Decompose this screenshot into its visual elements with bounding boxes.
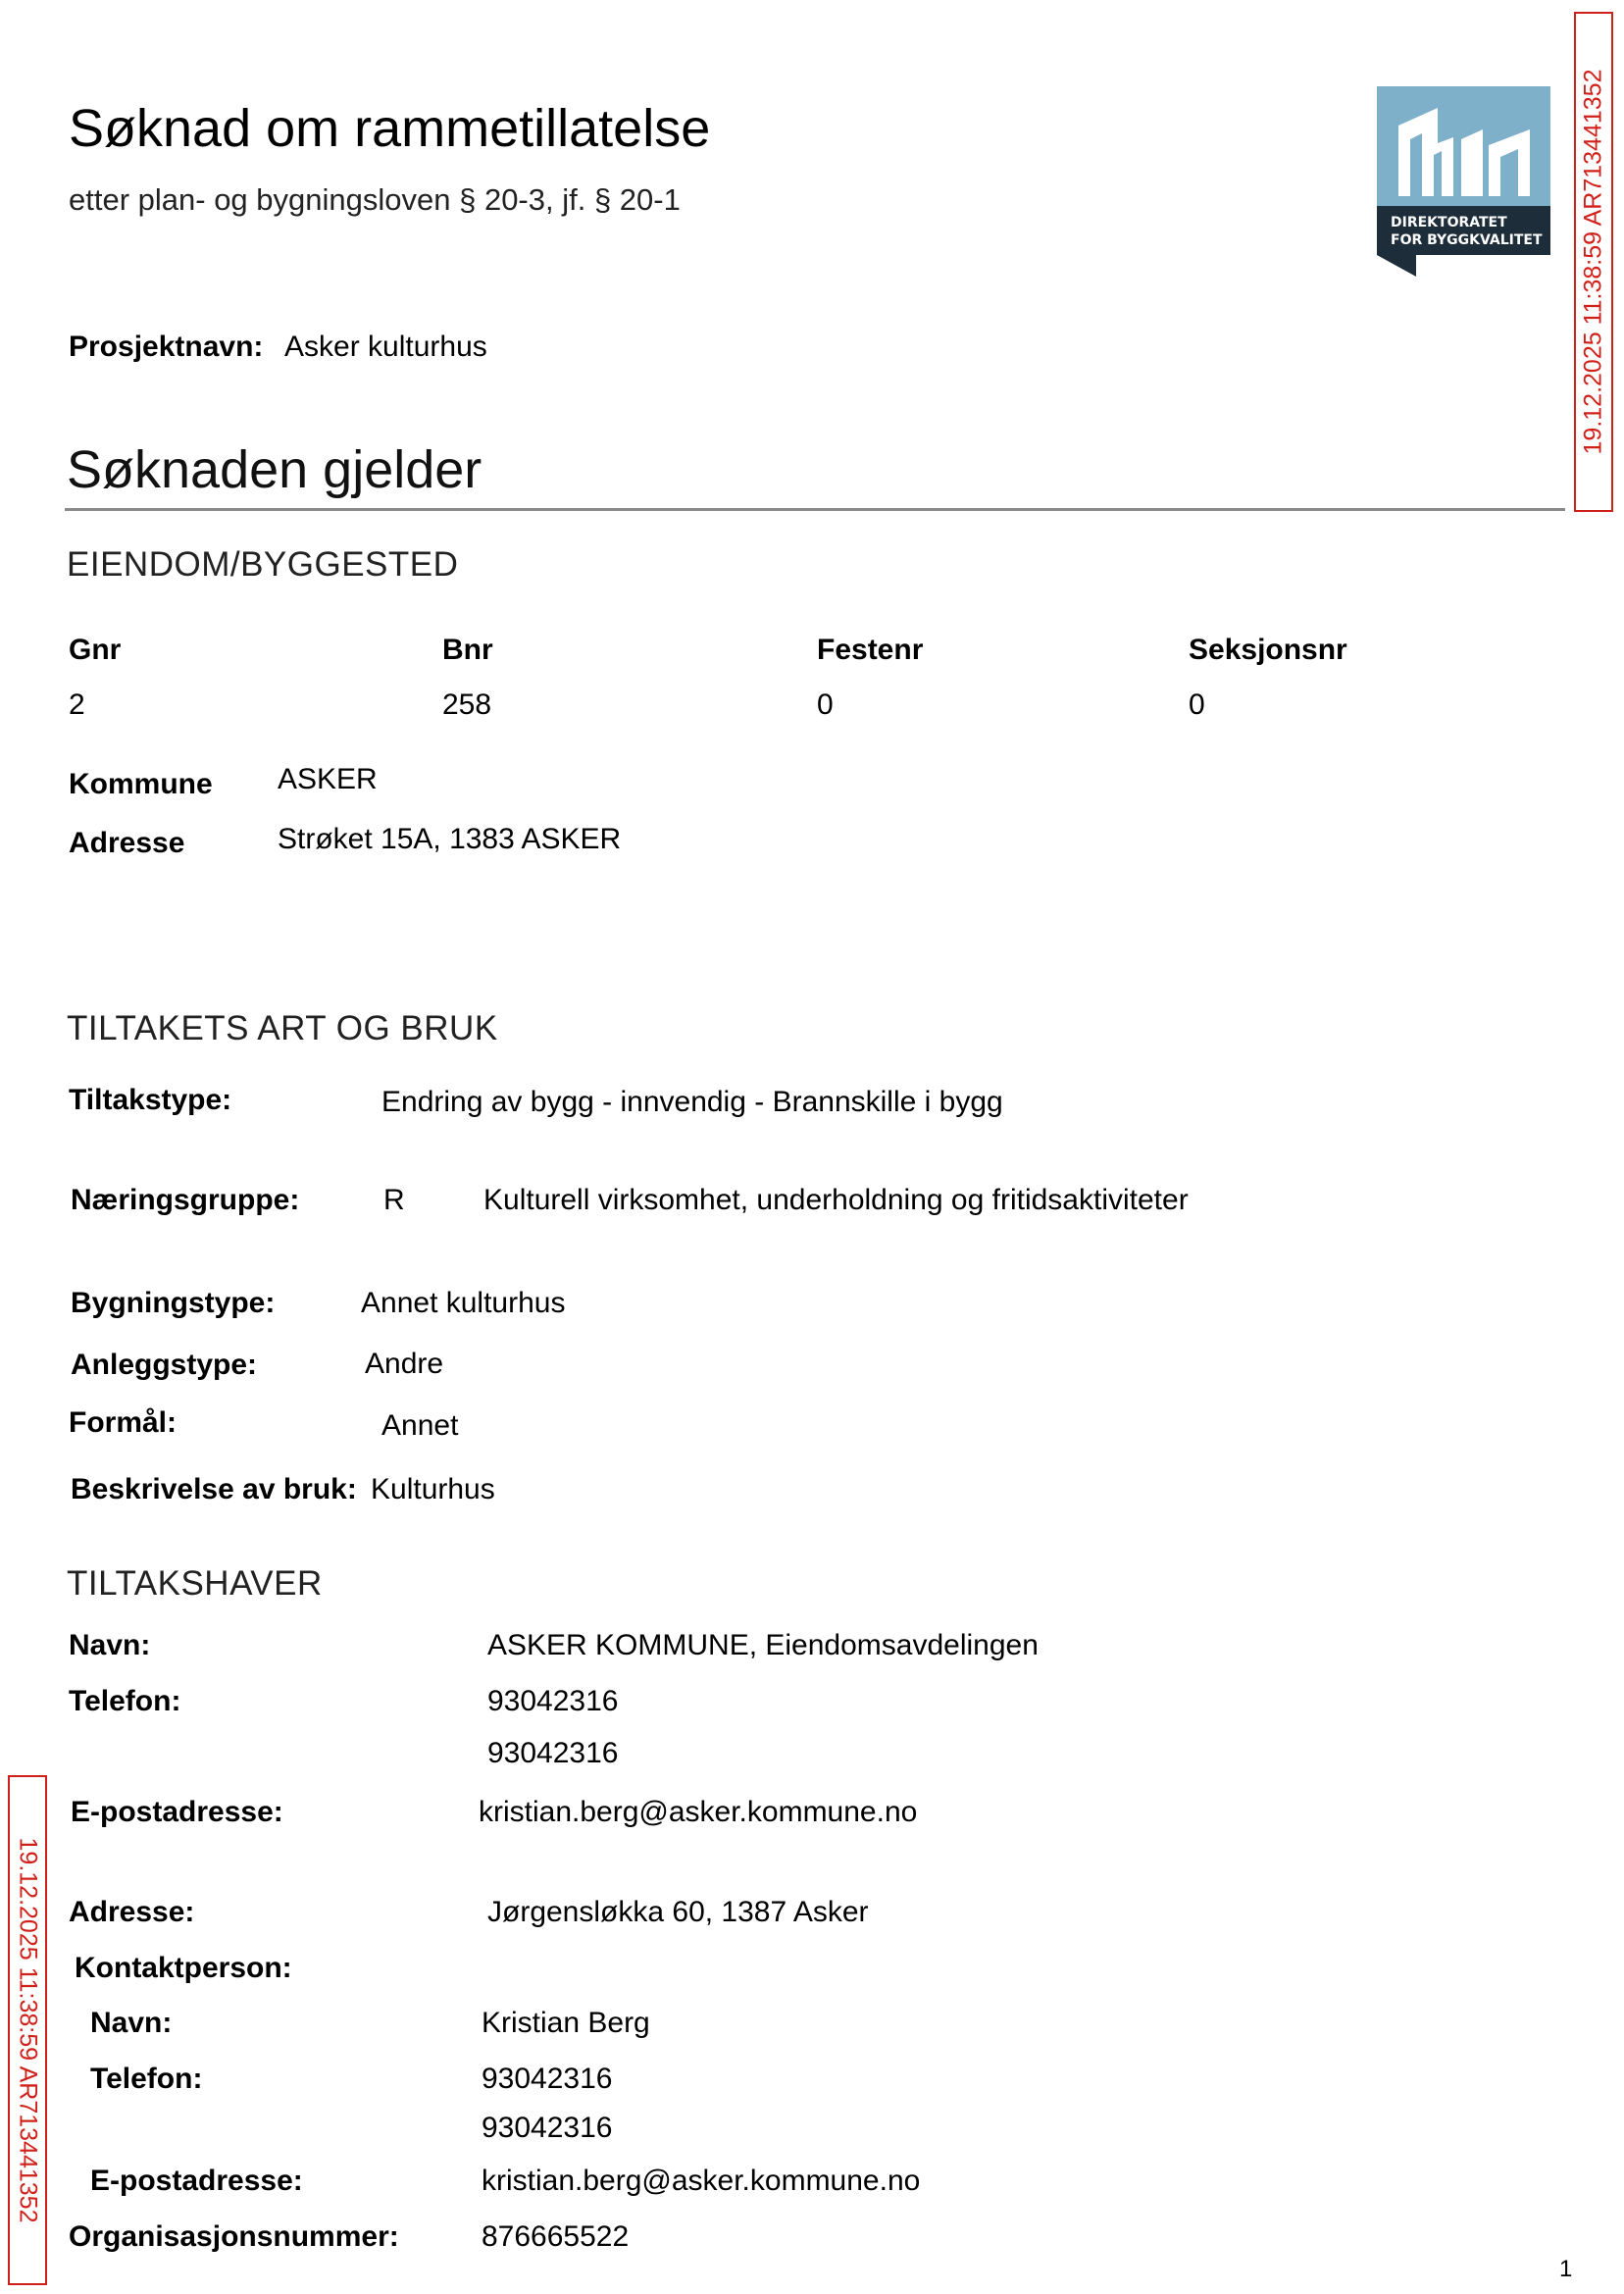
tiltakshaver-navn-value: ASKER KOMMUNE, Eiendomsavdelingen — [487, 1629, 1039, 1661]
stamp-text: 19.12.2025 11:38:59 AR713441352 — [1579, 69, 1607, 455]
kontakt-telefon-2: 93042316 — [482, 2112, 613, 2144]
tiltakshaver-adresse-value: Jørgensløkka 60, 1387 Asker — [487, 1896, 869, 1928]
kontakt-navn-value: Kristian Berg — [482, 2007, 650, 2039]
stamp-text: 19.12.2025 11:38:59 AR713441352 — [14, 1837, 42, 2223]
orgnr-value: 876665522 — [482, 2220, 630, 2253]
festenr-value: 0 — [817, 688, 834, 721]
project-name-label: Prosjektnavn: — [69, 331, 264, 363]
tiltakshaver-telefon-2: 93042316 — [487, 1737, 619, 1769]
beskrivelse-label: Beskrivelse av bruk: — [71, 1473, 357, 1505]
kontakt-navn-label: Navn: — [90, 2007, 173, 2039]
tiltakshaver-epost-label: E-postadresse: — [71, 1796, 283, 1828]
seksjonsnr-value: 0 — [1189, 688, 1205, 721]
tiltakshaver-telefon-label: Telefon: — [69, 1685, 181, 1717]
kontakt-telefon-label: Telefon: — [90, 2063, 203, 2095]
tiltakshaver-navn-label: Navn: — [69, 1629, 151, 1661]
tiltakshaver-heading: TILTAKSHAVER — [67, 1564, 323, 1603]
project-name-value: Asker kulturhus — [284, 331, 487, 363]
gnr-label: Gnr — [69, 634, 122, 666]
eiendom-adresse-label: Adresse — [69, 827, 185, 859]
kommune-value: ASKER — [278, 763, 378, 795]
kontakt-telefon-1: 93042316 — [482, 2063, 613, 2095]
logo-line-1: DIREKTORATET — [1391, 215, 1507, 230]
formal-label: Formål: — [69, 1406, 178, 1439]
logo-line-2: FOR BYGGKVALITET — [1391, 232, 1543, 248]
naeringsgruppe-value: Kulturell virksomhet, underholdning og fritidsaktiviteter — [483, 1184, 1189, 1216]
tiltakshaver-epost-value: kristian.berg@asker.kommune.no — [479, 1796, 918, 1828]
tiltakshaver-adresse-label: Adresse: — [69, 1896, 195, 1928]
bnr-value: 258 — [442, 688, 492, 721]
kontakt-epost-value: kristian.berg@asker.kommune.no — [482, 2165, 921, 2197]
eiendom-heading: EIENDOM/BYGGESTED — [67, 545, 459, 584]
anleggstype-label: Anleggstype: — [71, 1349, 258, 1381]
kommune-label: Kommune — [69, 768, 213, 800]
tiltak-heading: TILTAKETS ART OG BRUK — [67, 1009, 498, 1047]
eiendom-adresse-value: Strøket 15A, 1383 ASKER — [278, 823, 622, 855]
tiltakstype-value: Endring av bygg - innvendig - Brannskille i bygg — [381, 1086, 1003, 1118]
page-number: 1 — [1559, 2256, 1573, 2282]
gnr-value: 2 — [69, 688, 85, 721]
festenr-label: Festenr — [817, 634, 924, 666]
dibk-logo — [1377, 86, 1550, 277]
orgnr-label: Organisasjonsnummer: — [69, 2220, 399, 2253]
bygningstype-label: Bygningstype: — [71, 1287, 276, 1319]
section-title: Søknaden gjelder — [67, 440, 482, 499]
document-title: Søknad om rammetillatelse — [69, 99, 711, 158]
section-divider — [65, 508, 1565, 511]
bnr-label: Bnr — [442, 634, 493, 666]
naeringsgruppe-label: Næringsgruppe: — [71, 1184, 300, 1216]
document-subtitle: etter plan- og bygningsloven § 20-3, jf. § 20-1 — [69, 182, 681, 217]
bygningstype-value: Annet kulturhus — [361, 1287, 566, 1319]
formal-value: Annet — [381, 1409, 459, 1442]
timestamp-stamp-right — [1574, 12, 1613, 512]
dibk-logo-icon — [1377, 86, 1550, 277]
kontaktperson-label: Kontaktperson: — [75, 1952, 292, 1984]
timestamp-stamp-left — [8, 1775, 47, 2285]
tiltakstype-label: Tiltakstype: — [69, 1084, 232, 1116]
anleggstype-value: Andre — [365, 1348, 444, 1380]
naeringsgruppe-code: R — [383, 1184, 405, 1216]
beskrivelse-value: Kulturhus — [371, 1473, 495, 1505]
kontakt-epost-label: E-postadresse: — [90, 2165, 303, 2197]
tiltakshaver-telefon-1: 93042316 — [487, 1685, 619, 1717]
seksjonsnr-label: Seksjonsnr — [1189, 634, 1347, 666]
